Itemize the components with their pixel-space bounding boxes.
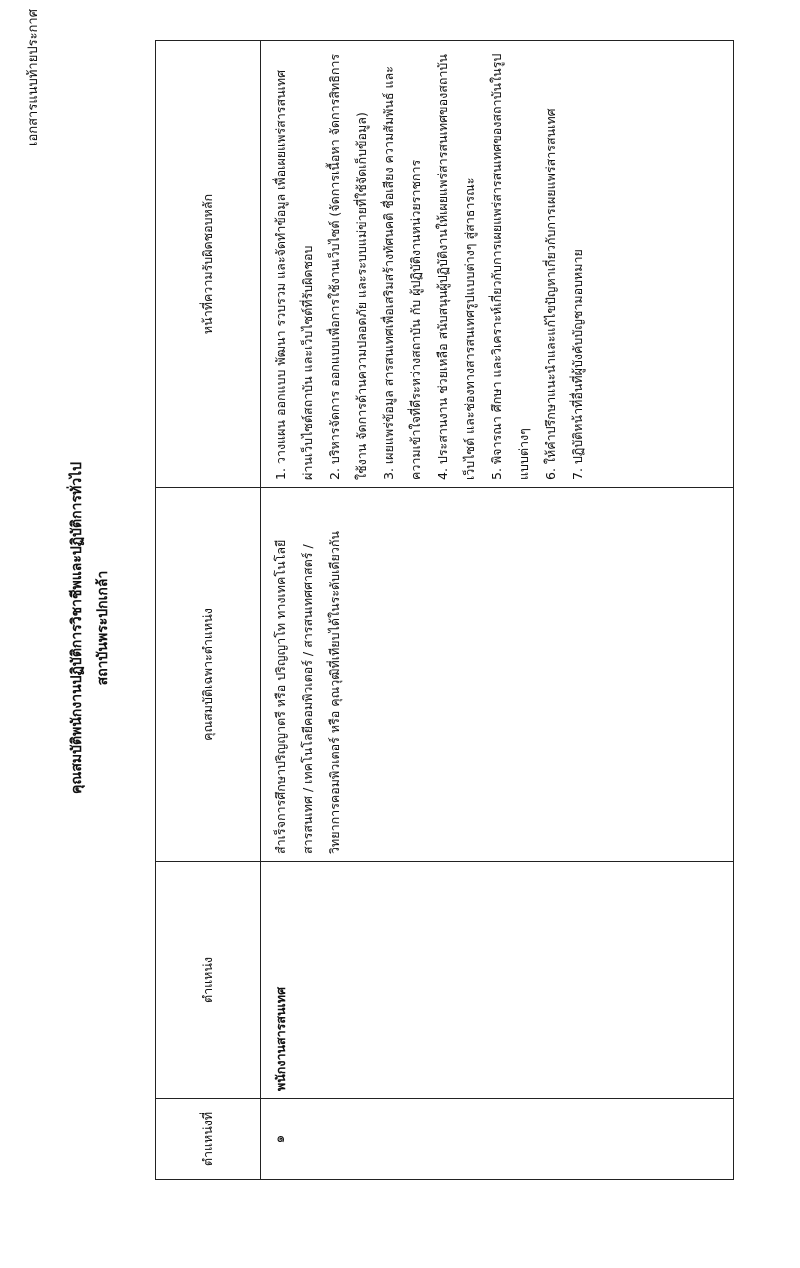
duty-item: 4. ประสานงาน ช่วยเหลือ สนับสนุนผู้ปฏิบัติงานให้เผยแพร่สารสนเทศของสถาบันเว็บไซต์ และช่องทางสารสนเทศรูปแบบต่างๆ สู่สาธารณะ <box>435 54 477 480</box>
duty-item: 1. วางแผน ออกแบบ พัฒนา รวบรวม และจัดทำข้อมูล เพื่อเผยแพร่สารสนเทศผ่านเว็บไซต์สถาบัน และเว็บไซต์ที่รับผิดชอบ <box>273 69 315 480</box>
column-header-position: ตำแหน่ง <box>156 862 261 1099</box>
column-header-qualification: คุณสมบัติเฉพาะตำแหน่ง <box>156 488 261 862</box>
annex-label: เอกสารแนบท้ายประกาศ <box>26 9 41 146</box>
position-number-cell: ๑ <box>261 1099 734 1180</box>
duty-item: 5. พิจารณา ศึกษา และวิเคราะห์เกี่ยวกับการเผยแพร่สารสนเทศของสถาบันในรูปแบบต่างๆ <box>489 53 531 480</box>
position-name-cell <box>261 862 734 1099</box>
qualification-cell: สำเร็จการศึกษาปริญญาตรี หรือ ปริญญาโท ทางเทคโนโลยีสารสนเทศ / เทคโนโลยีคอมพิวเตอร์ / สารสนเทศศาสตร์ / วิทยาการคอมพิวเตอร์ หรือ คุณวุฒิที่เทียบได้ในระดับเดียวกัน <box>261 488 734 862</box>
column-header-duties: หน้าที่ความรับผิดชอบหลัก <box>156 41 261 488</box>
position-table <box>155 40 734 1180</box>
table-row <box>261 41 734 1180</box>
duty-item: 2. บริหารจัดการ ออกแบบเพื่อการใช้งานเว็บไซต์ (จัดการเนื้อหา จัดการสิทธิการใช้งาน จัดการด้านความปลอดภัย และระบบแม่ข่ายที่ใช้จัดเก็บข้อมูล) <box>327 53 369 480</box>
table-header-row <box>156 41 261 1180</box>
duty-item: 7. ปฏิบัติหน้าที่อื่นที่ผู้บังคับบัญชามอบหมาย <box>570 249 585 480</box>
document-subtitle: สถาบันพระปกเกล้า <box>95 570 111 686</box>
duties-cell <box>261 41 734 488</box>
duty-item: 3. เผยแพร่ข้อมูล สารสนเทศเพื่อเสริมสร้างทัศนคติ ชื่อเสียง ความสัมพันธ์ และความเข้าใจที่ดีระหว่างสถาบัน กับ ผู้ปฏิบัติงานหน่วยราชการ <box>381 66 423 480</box>
duty-item: 6. ให้คำปรึกษาแนะนำและแก้ไขปัญหาเกี่ยวกับการเผยแพร่สารสนเทศ <box>543 108 558 480</box>
document-title: คุณสมบัติพนักงานปฏิบัติการวิชาชีพและปฏิบัติการทั่วไป <box>69 462 85 794</box>
position-name: พนักงานสารสนเทศ <box>273 986 288 1091</box>
column-header-number: ตำแหน่งที่ <box>156 1099 261 1180</box>
